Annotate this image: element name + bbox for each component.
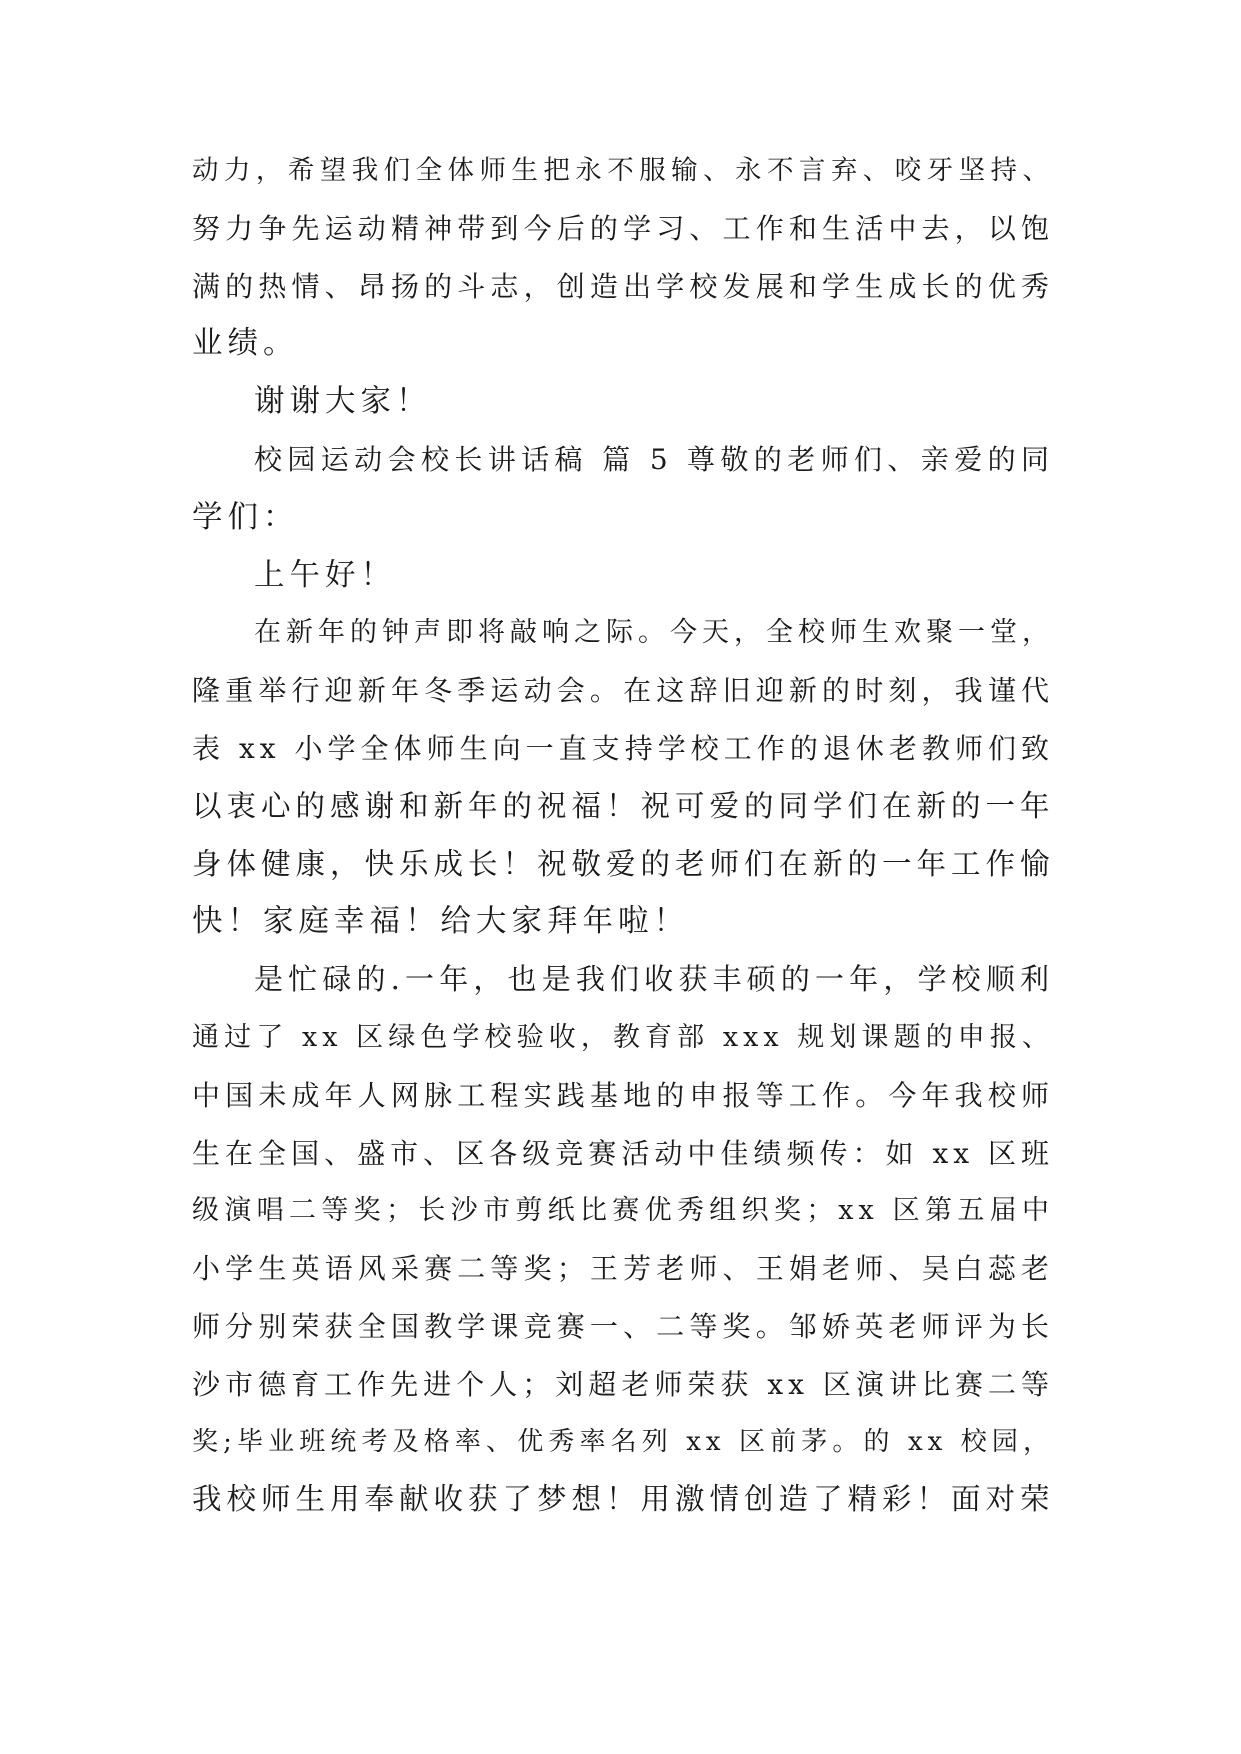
text-line: 满的热情、昂扬的斗志，创造出学校发展和学生成长的优秀 <box>192 269 1054 303</box>
text-line: 我校师生用奉献收获了梦想！用激情创造了精彩！面对荣 <box>192 1482 1055 1517</box>
text-line: 业绩。 <box>192 326 299 362</box>
text-line: 通过了 xx 区绿色学校验收，教育部 xxx 规划课题的申报、 <box>192 1021 1054 1053</box>
text-line: 是忙碌的.一年，也是我们收获丰硕的一年，学校顺利 <box>254 962 1054 997</box>
text-line: 级演唱二等奖；长沙市剪纸比赛优秀组织奖；xx 区第五届中 <box>192 1195 1054 1227</box>
text-line: 沙市德育工作先进个人；刘超老师荣获 xx 区演讲比赛二等 <box>192 1367 1054 1401</box>
text-line: 学们： <box>192 499 299 535</box>
text-line: 中国未成年人网脉工程实践基地的申报等工作。今年我校师 <box>192 1078 1054 1112</box>
text-line: 动力，希望我们全体师生把永不服输、永不言弃、咬牙坚持、 <box>192 155 1054 186</box>
text-line: 以衷心的感谢和新年的祝福！祝可爱的同学们在新的一年 <box>192 788 1055 823</box>
text-line: 谢谢大家！ <box>254 384 432 420</box>
text-line: 快！家庭幸福！给大家拜年啦！ <box>192 904 689 940</box>
text-line: 上午好！ <box>254 557 396 593</box>
text-line: 表 xx 小学全体师生向一直支持学校工作的退休老教师们致 <box>192 731 1054 765</box>
text-line: 隆重举行迎新年冬季运动会。在这辞旧迎新的时刻，我谨代 <box>192 674 1054 708</box>
text-line: 校园运动会校长讲话稿 篇 5 尊敬的老师们、亲爱的同 <box>254 442 1054 476</box>
text-line: 身体健康，快乐成长！祝敬爱的老师们在新的一年工作愉 <box>192 846 1055 881</box>
text-line: 在新年的钟声即将敲响之际。今天，全校师生欢聚一堂， <box>254 617 1054 649</box>
text-line: 生在全国、盛市、区各级竞赛活动中佳绩频传：如 xx 区班 <box>192 1136 1054 1170</box>
text-line: 努力争先运动精神带到今后的学习、工作和生活中去，以饱 <box>192 211 1054 245</box>
text-line: 师分别荣获全国教学课竞赛一、二等奖。邹娇英老师评为长 <box>192 1309 1054 1343</box>
text-line: 小学生英语风采赛二等奖；王芳老师、王娟老师、吴白蕊老 <box>192 1252 1054 1286</box>
text-line: 奖;毕业班统考及格率、优秀率名列 xx 区前茅。的 xx 校园， <box>192 1426 1054 1457</box>
document-body <box>192 142 1054 1529</box>
